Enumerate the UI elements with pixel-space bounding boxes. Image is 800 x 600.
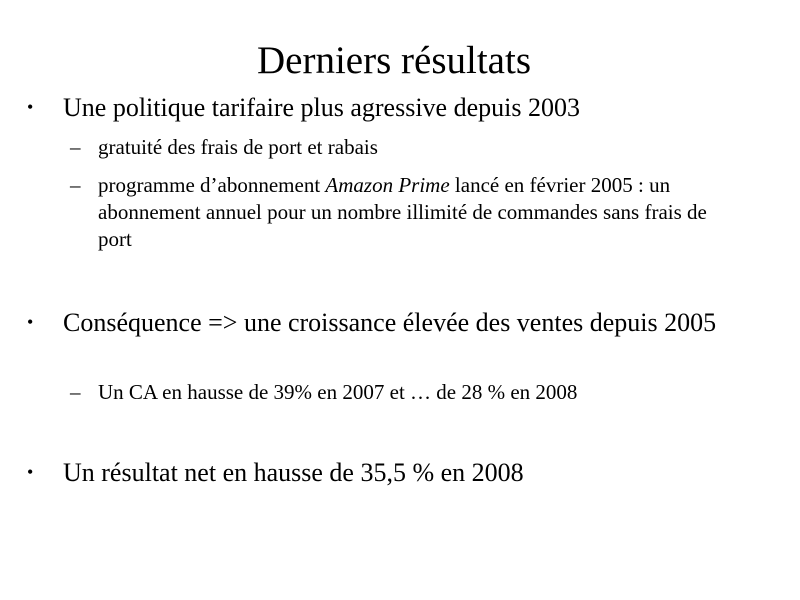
sub-item-text-italic: Amazon Prime — [325, 173, 450, 197]
bullet-text: Un résultat net en hausse de 35,5 % en 2008 — [63, 458, 524, 487]
sub-item-revenue — [70, 379, 738, 406]
sub-item-text: gratuité des frais de port et rabais — [98, 135, 378, 159]
bullet-icon: • — [27, 312, 34, 332]
bullet-text: Conséquence => une croissance élevée des ventes depuis 2005 — [63, 308, 717, 337]
bullet-item-consequence — [27, 307, 763, 338]
bullet-item-pricing — [27, 92, 763, 123]
dash-icon: – — [70, 135, 81, 159]
sub-item-free-shipping — [70, 134, 738, 161]
sub-item-text-end: lancé en février 2005 : un abonnement annuel pour un nombre illimité de commandes sans frais de port — [98, 173, 707, 251]
dash-icon: – — [70, 173, 81, 197]
bullet-text: Une politique tarifaire plus agressive depuis 2003 — [63, 93, 580, 122]
bullet-icon: • — [27, 462, 34, 482]
sub-item-amazon-prime — [70, 172, 738, 253]
sub-item-text: Un CA en hausse de 39% en 2007 et … de 28 % en 2008 — [98, 380, 578, 404]
bullet-item-net-result — [27, 457, 763, 488]
bullet-icon: • — [27, 97, 34, 117]
slide-title: Derniers résultats — [257, 39, 531, 82]
dash-icon: – — [70, 380, 81, 404]
sub-item-text-start: programme d’abonnement — [98, 173, 326, 197]
